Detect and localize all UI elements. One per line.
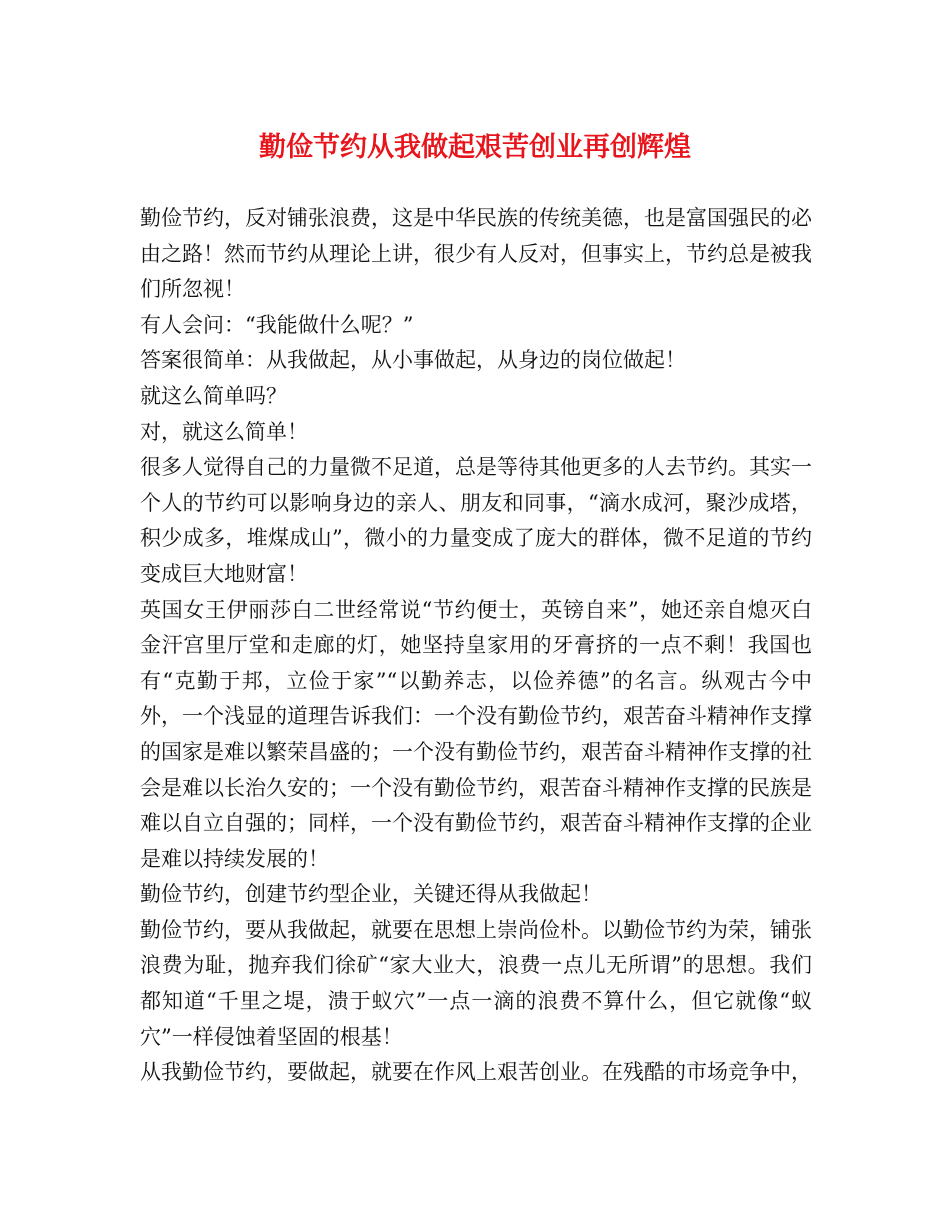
paragraph: 勤俭节约，反对铺张浪费，这是中华民族的传统美德，也是富国强民的必由之路！然而节约从理论上讲，很少有人反对，但事实上，节约总是被我们所忽视！ — [140, 206, 812, 302]
paragraph: 对，就这么简单！ — [140, 419, 308, 444]
paragraph: 就这么简单吗？ — [140, 383, 287, 408]
document-title: 勤俭节约从我做起艰苦创业再创辉煌 — [259, 132, 691, 163]
paragraph: 从我勤俭节约，要做起，就要在作风上艰苦创业。在残酷的市场竞争中， — [140, 1060, 812, 1085]
paragraph: 答案很简单：从我做起，从小事做起，从身边的岗位做起！ — [140, 348, 686, 373]
paragraph: 有人会问：“我能做什么呢？” — [140, 312, 414, 337]
paragraph: 勤俭节约，创建节约型企业，关键还得从我做起！ — [140, 882, 602, 907]
paragraph: 英国女王伊丽莎白二世经常说“节约便士，英镑自来”，她还亲自熄灭白金汗宫里厅堂和走廊的灯，她坚持皇家用的牙膏挤的一点不剩！我国也有“克勤于邦，立俭于家”“以勤养志，以俭养德”的名言。纵观古今中外，一个浅显的道理告诉我们：一个没有勤俭节约，艰苦奋斗精神作支撑的国家是难以繁荣昌盛的；一个没有勤俭节约，艰苦奋斗精神作支撑的社会是难以长治久安的；一个没有勤俭节约，艰苦奋斗精神作支撑的民族是难以自立自强的；同样，一个没有勤俭节约，艰苦奋斗精神作支撑的企业是难以持续发展的！ — [140, 597, 812, 871]
document-body — [140, 201, 812, 1091]
paragraph: 勤俭节约，要从我做起，就要在思想上崇尚俭朴。以勤俭节约为荣，铺张浪费为耻，抛弃我们徐矿“家大业大，浪费一点儿无所谓”的思想。我们都知道“千里之堤，溃于蚁穴”一点一滴的浪费不算什么，但它就像“蚁穴”一样侵蚀着坚固的根基！ — [140, 917, 812, 1049]
paragraph: 很多人觉得自己的力量微不足道，总是等待其他更多的人去节约。其实一个人的节约可以影响身边的亲人、朋友和同事，“滴水成河，聚沙成塔，积少成多，堆煤成山”，微小的力量变成了庞大的群体，微不足道的节约变成巨大地财富！ — [140, 455, 812, 586]
